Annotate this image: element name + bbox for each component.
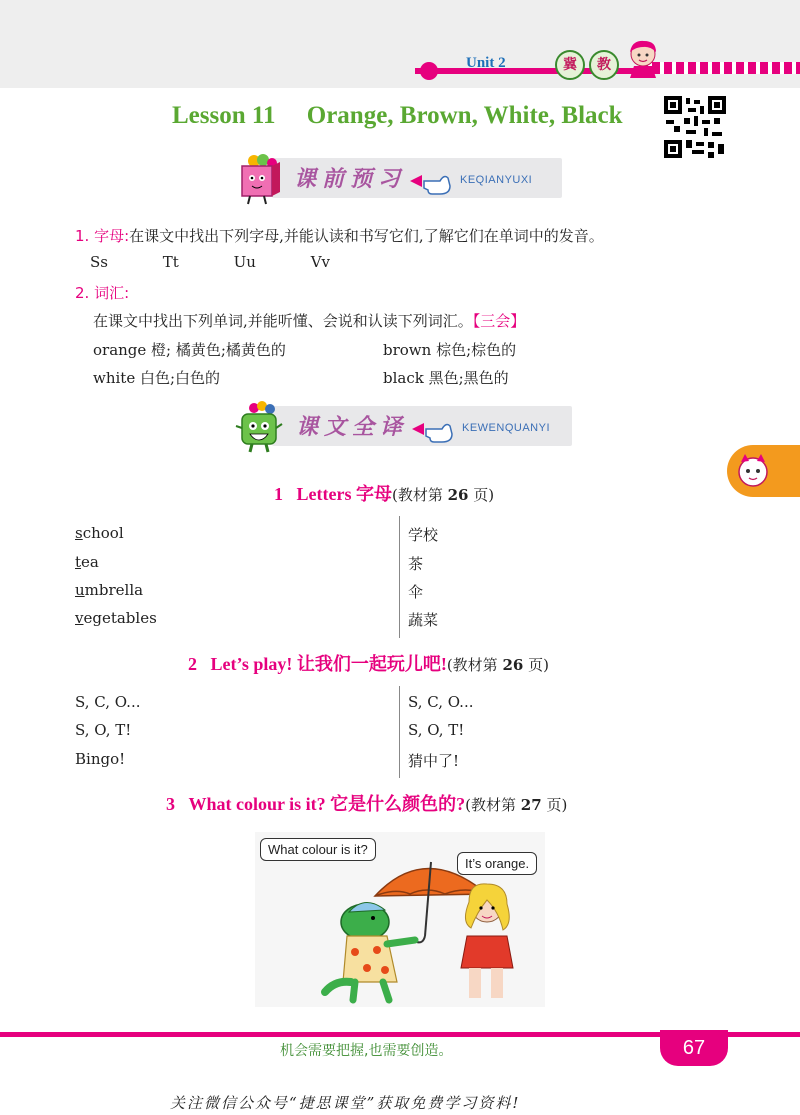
- word-translation: 蔬菜: [408, 611, 439, 629]
- qr-code-icon[interactable]: [664, 96, 726, 158]
- section-number: 3: [166, 794, 175, 814]
- letter-pair: Ss: [90, 253, 108, 271]
- word-row: vegetables: [75, 609, 157, 627]
- vocab-item: orange 橙; 橘黄色;橘黄色的: [93, 341, 286, 359]
- green-monster-mascot-icon: [232, 400, 290, 458]
- item-number: 1.: [75, 227, 90, 245]
- item-label: 词汇:: [94, 284, 130, 302]
- footer-motto: 机会需要把握,也需要创造。: [280, 1043, 453, 1059]
- section-title: Letters 字母: [296, 484, 392, 504]
- textbook-reference: (教材第 26 页): [446, 656, 549, 674]
- banner-preview-title: 课前预习: [294, 167, 407, 192]
- pointing-hand-icon: [410, 164, 456, 198]
- banner-preview-pinyin: KEQIANYUXI: [460, 174, 533, 186]
- vocab-instruction: [93, 310, 525, 331]
- item-label: 字母:: [94, 227, 130, 245]
- banner-translation: [232, 400, 582, 452]
- dialogue-line: S, O, T!: [75, 721, 132, 739]
- word-translation: 伞: [408, 583, 424, 601]
- dialogue-translation: 猜中了!: [408, 752, 460, 770]
- cartoon-girl-icon: [622, 36, 664, 78]
- word-row: umbrella: [75, 581, 144, 599]
- vocab-instruction-text: 在课文中找出下列单词,并能听懂、会说和认读下列词汇。: [93, 312, 473, 330]
- header-checker-stripe: [640, 62, 800, 74]
- preview-item-letters: [75, 225, 604, 246]
- dialogue-translation: S, C, O...: [408, 693, 474, 711]
- speech-bubble-question: What colour is it?: [260, 838, 376, 861]
- preview-item-vocab: [75, 282, 129, 303]
- section-number: 1: [274, 484, 283, 504]
- section-heading-what-colour: [166, 790, 567, 816]
- vocab-item: white 白色;白色的: [93, 369, 221, 387]
- letter-pair: Uu: [233, 253, 256, 271]
- banner-translation-pinyin: KEWENQUANYI: [462, 422, 551, 434]
- word-translation: 学校: [408, 526, 439, 544]
- lesson-title: Lesson 11 Orange, Brown, White, Black: [172, 102, 623, 129]
- word-row: school: [75, 524, 124, 542]
- section-title: What colour is it? 它是什么颜色的?: [188, 794, 466, 814]
- publisher-badge-jiao: 教: [589, 50, 619, 80]
- speech-bubble-answer: It’s orange.: [457, 852, 537, 875]
- letter-pair: Vv: [310, 253, 330, 271]
- item-text: 在课文中找出下列字母,并能认读和书写它们,了解它们在单词中的发音。: [129, 227, 604, 245]
- banner-translation-title: 课文全译: [296, 415, 409, 440]
- vocab-item: black 黑色;黑色的: [383, 369, 509, 387]
- dialogue-translation: S, O, T!: [408, 721, 465, 739]
- textbook-reference: (教材第 26 页): [391, 486, 495, 504]
- cube-mascot-icon: [232, 152, 288, 208]
- word-row: tea: [75, 553, 99, 571]
- section-title: Let’s play! 让我们一起玩儿吧!: [210, 654, 447, 674]
- page-number: 67: [660, 1030, 728, 1066]
- letter-pair: Tt: [162, 253, 179, 271]
- section-number: 2: [188, 654, 197, 674]
- publisher-badge-ji: 冀: [555, 50, 585, 80]
- cartoon-cat-icon: [734, 452, 772, 490]
- column-divider: [399, 516, 400, 638]
- word-translation: 茶: [408, 555, 424, 573]
- dialogue-line: S, C, O...: [75, 693, 141, 711]
- section-heading-letters: [274, 480, 494, 506]
- pointing-hand-icon: [412, 412, 458, 446]
- column-divider: [399, 686, 400, 778]
- dialogue-line: Bingo!: [75, 750, 126, 768]
- wechat-note: 关注微信公众号“捷思课堂”获取免费学习资料!: [170, 1094, 521, 1112]
- vocab-tag: 【三会】: [472, 312, 526, 330]
- unit-label: Unit 2: [466, 55, 506, 71]
- textbook-reference: (教材第 27 页): [465, 796, 568, 814]
- item-number: 2.: [75, 284, 90, 302]
- header-background: [0, 0, 800, 88]
- letters-row: [90, 253, 330, 271]
- header-dot: [420, 62, 438, 80]
- banner-preview: [232, 152, 572, 204]
- vocab-item: brown 棕色;棕色的: [383, 341, 517, 359]
- section-heading-lets-play: [188, 650, 549, 676]
